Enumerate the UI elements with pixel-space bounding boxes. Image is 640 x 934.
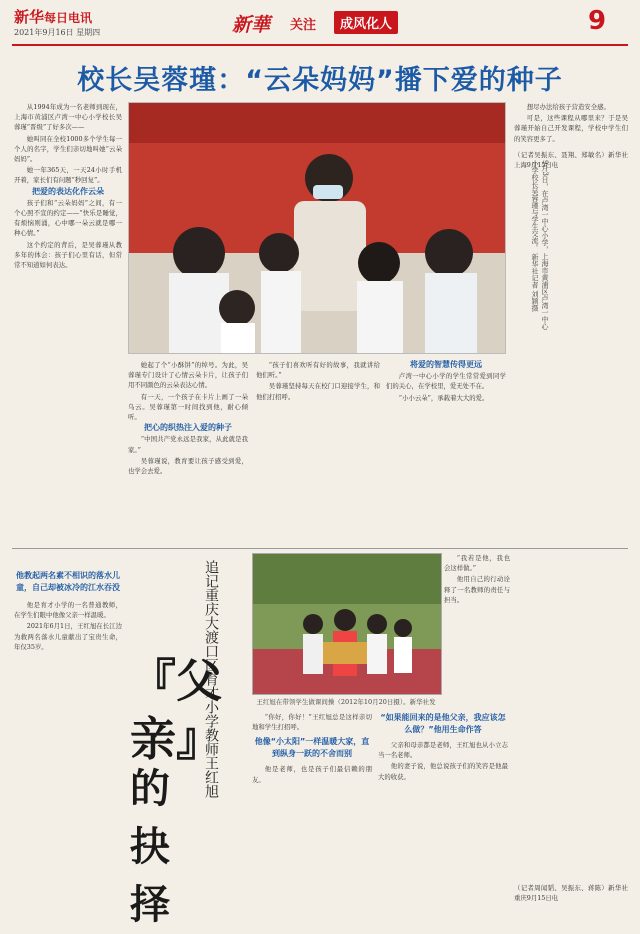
article-column-4 [514, 102, 628, 542]
subheading-sun: 他像“小太阳”一样温暖大家，直到纵身一跃的不舍而别 [254, 737, 370, 759]
main-photo [128, 102, 506, 354]
brand-b: 每日电讯 [44, 11, 93, 25]
paragraph: 卢湾一中心小学的学生常常爱到同学们的关心，在学校里，爱无处不在。 [386, 372, 506, 391]
feature-column-d [378, 712, 508, 920]
paragraph: “孩子们喜欢听有好的故事，我就讲给他们听。” [256, 361, 380, 380]
byline: （记者吴振东、聂翔、郑敏名）新华社上海9月15日电 [514, 150, 628, 170]
paragraph: 孩子们和“云朵妈妈”之间，有一个心照不宣的约定——“快乐是睡觉，有烦恼则涌，心中哪一朵云就是哪一种心情。” [14, 198, 122, 238]
paragraph: 他是育才小学的一名普通教师，在学生们眼中他像父亲一样温暖。 [14, 601, 122, 620]
subheading: 把爱的表达化作云朵 [32, 186, 104, 196]
section-logo: 新華 [232, 14, 271, 36]
paragraph: “中国共产党永远是我家，从此就是我家。” [128, 435, 248, 454]
feature-column-c [444, 553, 510, 703]
byline: （记者周闻韬、吴振东、蒋陈）新华社重庆9月15日电 [514, 884, 628, 903]
subheading-answer: “如果能回来的是他父亲，我应该怎么做？”他用生命作答 [380, 713, 506, 734]
paragraph: 父亲和母亲都是老师，王红旭也从小立志当一名老师。 [378, 741, 508, 760]
article-column-2 [128, 360, 248, 546]
feature-title-a: 『父亲』 [130, 654, 222, 766]
paragraph: “我若是他，我也会这样做。” [444, 554, 510, 573]
paragraph: 她一年365天，一天24小时手机开着，家长们有问题“秒回复”。 [14, 166, 122, 185]
classroom-photo-illustration [129, 103, 505, 353]
section-divider [12, 548, 628, 549]
paragraph: “小小云朵”，承载着大大的爱。 [398, 393, 489, 402]
paragraph: “你好，你好！”王红旭总是这样亲切地和学生打招呼。 [252, 713, 372, 732]
paragraph: 她叫同在全校1000多个学生每一个人的名字，学生们亲切地叫她“云朵妈妈”。 [14, 134, 122, 164]
feature-column-e [514, 553, 628, 919]
paragraph: 她起了个“小酥饼”的绰号。为此，吴蓉瑾专门设计了心情云朵卡片，让孩子们用不同颜色的云朵表达心情。 [128, 361, 248, 390]
masthead [0, 0, 640, 46]
paragraph: 可是，这些课程从哪里来？于是吴蓉瑾开始自己开发课程，学校中学生们的笑容更多了。 [514, 114, 628, 143]
article-column-3 [256, 360, 380, 546]
paragraph: 吴蓉瑾说，教育要让孩子感受到爱，也学会去爱。 [128, 456, 248, 476]
paragraph: 这个约定的背后，是吴蓉瑾从教多年的体会：孩子们心里有话，但常常不知道如何表达。 [14, 240, 122, 270]
subheading: 把心的织热注入爱的种子 [144, 423, 232, 433]
teacher-with-students-illustration [253, 554, 441, 694]
feature-column-b [252, 712, 372, 920]
page-number: 9 [588, 6, 607, 36]
photo-caption: 9月3日，在卢湾一中心小学，上海市黄浦区卢湾一中心小学校长吴蓉瑾与学生交流。 新华社记者 刘颖摄 [531, 160, 549, 330]
header-rule [12, 44, 628, 46]
paragraph: 想尽办法给孩子营造安全感。 [526, 103, 610, 111]
paragraph: 有一天，一个孩子在卡片上画了一朵乌云。吴蓉瑾第一时间找到他，耐心倾听。 [128, 392, 248, 422]
subheading: 将爱的智慧传得更远 [410, 360, 482, 369]
feature-photo [252, 553, 442, 695]
paragraph: 吴蓉瑾坚持每天在校门口迎接学生，和他们打招呼。 [256, 382, 380, 401]
article-column-3b [386, 360, 506, 546]
subheading-rescue: 他教起两名素不相识的落水儿童，自己却被冰冷的江水吞没 [16, 571, 120, 592]
brand-name [14, 6, 92, 27]
feature-column-a [14, 600, 122, 920]
feature-subtitle: 追记重庆大渡口区育才小学教师王红旭 [203, 560, 219, 798]
issue-date: 2021年9月16日 星期四 [14, 28, 101, 37]
paragraph: 2021年6月1日，王红旭在长江边为救两名落水儿童献出了宝贵生命，年仅35岁。 [14, 622, 122, 651]
feature-photo-caption: 王红旭在带领学生做课间操（2012年10月20日摄）。新华社发 [256, 698, 436, 706]
article-column-1 [14, 102, 122, 514]
paragraph: 他是老师，也是孩子们最信赖的朋友。 [252, 765, 372, 784]
brand-a: 新华 [14, 8, 45, 26]
paragraph: 从1994年成为一名老师到现在，上海市黄浦区卢湾一中心小学校长吴蓉瑾“晋级”了好多次—— [14, 103, 122, 132]
paragraph: 他用自己的行动诠释了一名教师的责任与担当。 [444, 575, 510, 604]
feature-title-b: 的抉择 [130, 766, 170, 928]
section-label: 关注 [290, 18, 317, 33]
section-tag: 成风化人 [334, 11, 398, 34]
headline: 校长吴蓉瑾：“云朵妈妈”播下爱的种子 [77, 65, 563, 96]
paragraph: 他的妻子说，他总说孩子们的笑容是他最大的收获。 [378, 762, 508, 781]
